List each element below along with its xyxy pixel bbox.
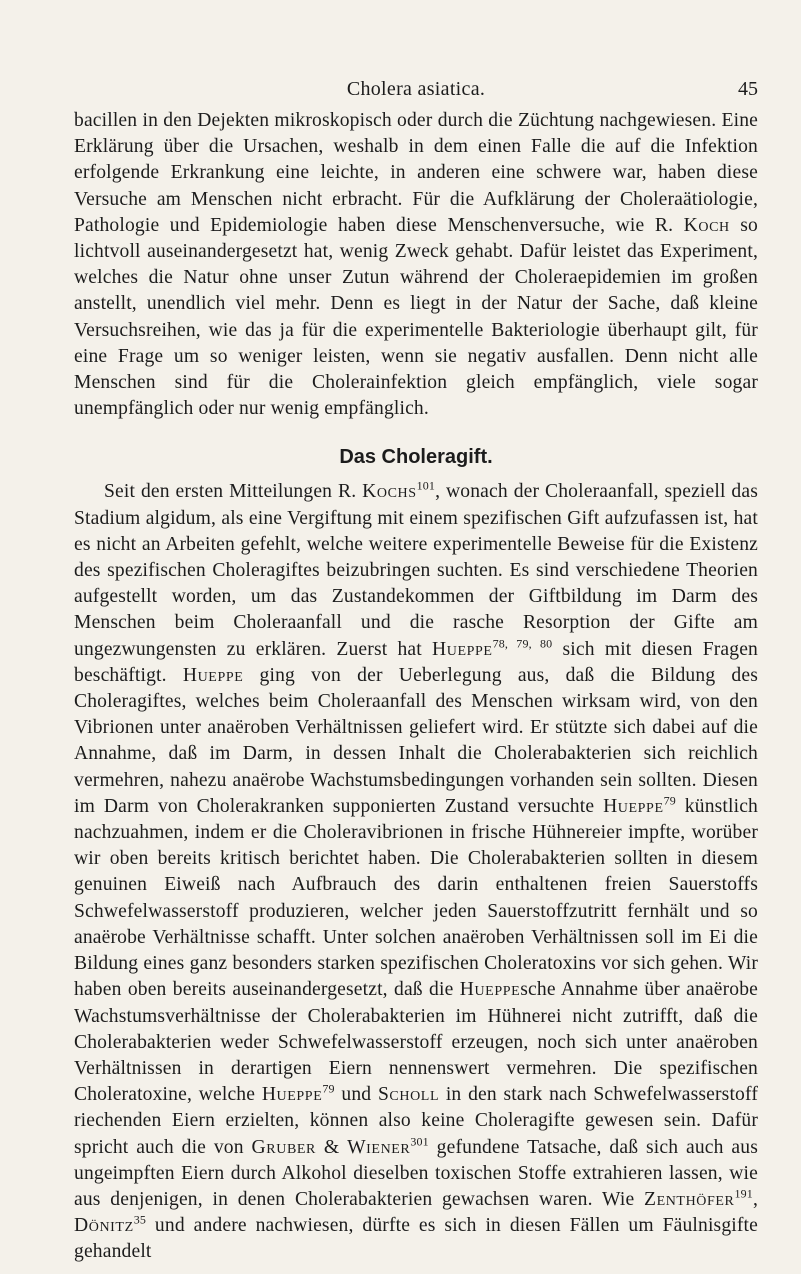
author-name: Scholl (377, 1084, 440, 1106)
citation-ref: 35 (133, 1212, 147, 1227)
author-name: Kochs (362, 481, 417, 503)
section-heading: Das Choleragift. (339, 446, 493, 469)
page-number: 45 (738, 78, 758, 100)
running-head (74, 78, 758, 108)
author-name: Hueppe (432, 638, 493, 660)
author-name: Hueppe (182, 664, 244, 686)
paragraph-intro: bacillen in den Dejekten mikroskopisch oder durch die Züchtung nachgewiesen. Eine Erklärung über die Ursachen, weshalb in dem einen Falle die auf die Infektion erfolgende Erkrankung eine leichte, in anderen eine schwere war, haben diese Versuche am Menschen nicht erbracht. Für die Aufklärung der Choleraätiologie, Pathologie und Epidemiologie haben diese Menschenversuche, wie R. Koch so lichtvoll auseinandergesetzt hat, wenig Zweck gehabt. Dafür leistet das Experiment, welches die Natur ohne unser Zutun während der Choleraepidemien im großen anstellt, unendlich viel mehr. Denn es liegt in der Natur der Sache, daß kleine Versuchsreihen, wie das ja für die experimentelle Bakteriologie überhaupt gilt, für eine Frage um so weniger leisten, wenn sie negativ ausfallen. Denn nicht alle Menschen sind für die Cholerainfektion gleich empfänglich, viele sogar unempfänglich oder nur wenig empfänglich. (74, 110, 758, 420)
author-name: Hueppe (603, 795, 664, 817)
author-name: Gruber (251, 1136, 316, 1158)
citation-ref: 101 (416, 478, 436, 493)
author-name: Hueppe (261, 1084, 323, 1106)
citation-ref: 78, 79, 80 (492, 636, 553, 651)
author-name: Wiener (347, 1136, 411, 1158)
author-name: Zenthöfer (644, 1188, 735, 1210)
author-name: Hueppe (459, 979, 521, 1001)
citation-ref: 191 (734, 1186, 753, 1201)
citation-ref: 301 (410, 1133, 429, 1148)
author-name: Koch (683, 214, 730, 236)
citation-ref: 79 (322, 1081, 335, 1096)
running-title: Cholera asiatica. (346, 78, 486, 100)
paragraph-choleragift: Seit den ersten Mitteilungen R. Kochs$^{101}$, wonach der Choleraanfall, speziell das Stadium algidum, als eine Vergiftung mit einem spezifischen Gift aufzufassen ist, hat es nicht an Arbeiten gefehlt, welche weitere experimentelle Beweise für die Existenz des spezifischen Choleragiftes beizubringen suchten. Es sind verschiedene Theorien aufgestellt worden, um das Zustandekommen der Giftbildung im Darm des Menschen beim Choleraanfall und die rasche Resorption der Gifte am ungezwungensten zu erklären. Zuerst hat Hueppe$^{78, 79, 80}$ sich mit diesen Fragen beschäftigt. Hueppe ging von der Ueberlegung aus, daß die Bildung des Choleragiftes, welches beim Choleraanfall des Menschen wirksam wird, von den Vibrionen unter anaëroben Verhältnissen geliefert wird. Er stützte sich dabei auf die Annahme, daß im Darm, in dessen Inhalt die Cholerabakterien sich reichlich vermehren, nahezu anaërobe Wachstumsbedingungen vorhanden sein sollten. Diesen im Darm von Cholerakranken supponierten Zustand versuchte Hueppe$^{79}$ künstlich nachzuahmen, indem er die Choleravibrionen in frische Hühnereier impfte, worüber wir oben bereits kritisch berichtet haben. Die Cholerabakterien sollten in diesem genuinen Eiweiß nach Aufbrauch des darin enthaltenen freien Sauerstoffs Schwefelwasserstoff produzieren, welcher jeden Sauerstoffzutritt fernhält und so anaërobe Verhältnisse schafft. Unter solchen anaëroben Verhältnissen soll im Ei die Bildung eines ganz besonders starken spezifischen Choleratoxins vor sich gehen. Wir haben oben bereits auseinandergesetzt, daß die Hueppesche Annahme über anaërobe Wachstumsverhältnisse der Cholerabakterien im Hühnerei nicht zutrifft, daß die Cholerabakterien weder Schwefelwasserstoff erzeugen, noch sich unter anaëroben Verhältnissen in derartigen Eiern nennenswert vermehren. Die spezifischen Choleratoxine, welche Hueppe$^{79}$ und Scholl in den stark nach Schwefelwasserstoff riechenden Eiern erzielten, können also keine Choleragifte gewesen sein. Dafür spricht auch die von Gruber & Wiener$^{301}$ gefundene Tatsache, daß sich auch aus ungeimpften Eiern durch Alkohol dieselben toxischen Stoffe extrahieren lassen, wie aus denjenigen, in denen Cholerabakterien gewachsen waren. Wie Zenthöfer$^{191}$, Dönitz$^{35}$ und andere nachwiesen, dürfte es sich in diesen Fällen um Fäulnisgifte gehandelt (74, 478, 759, 1263)
author-name: Dönitz (74, 1215, 134, 1237)
book-page (74, 78, 758, 1266)
citation-ref: 79 (663, 793, 676, 808)
